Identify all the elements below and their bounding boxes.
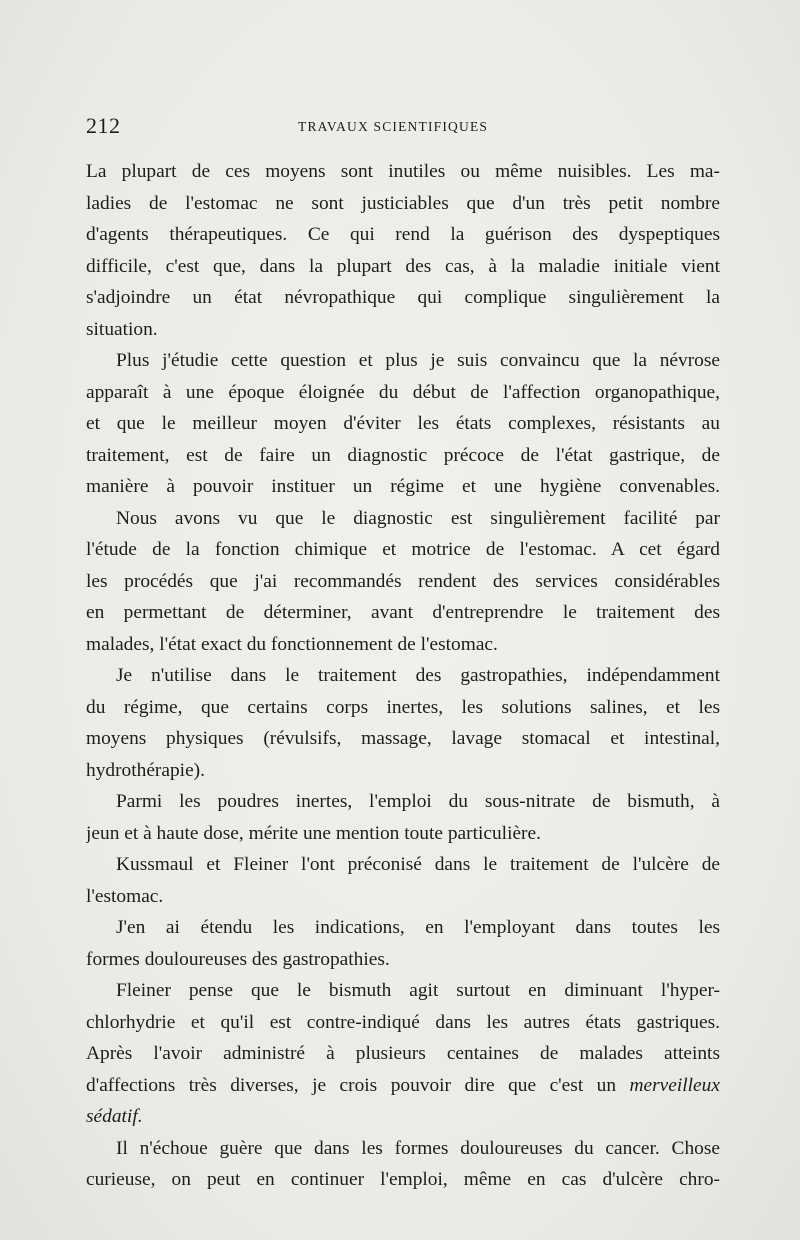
text-line: en permettant de déterminer, avant d'entreprendre le traitement des bbox=[86, 602, 720, 623]
page-number: 212 bbox=[86, 113, 121, 138]
text-line bbox=[86, 1070, 720, 1102]
text-line: La plupart de ces moyens sont inutiles ou même nuisibles. Les ma- bbox=[86, 161, 720, 182]
text-line: Fleiner pense que le bismuth agit surtout en diminuant l'hyper- bbox=[116, 980, 720, 1001]
text-line: apparaît à une époque éloignée du début de l'affection organopathique, bbox=[86, 381, 720, 403]
text-line: curieuse, on peut en continuer l'emploi, même en cas d'ulcère chro- bbox=[86, 1169, 720, 1190]
text-line: manière à pouvoir instituer un régime et une hygiène convenables. bbox=[86, 476, 720, 497]
text-line: chlorhydrie et qu'il est contre-indiqué dans les autres états gastriques. bbox=[86, 1011, 720, 1033]
text-line: Plus j'étudie cette question et plus je suis convaincu que la névrose bbox=[116, 350, 720, 371]
text-line: hydrothérapie). bbox=[86, 759, 205, 781]
text-line: l'étude de la fonction chimique et motrice de l'estomac. A cet égard bbox=[86, 539, 720, 560]
running-title: TRAVAUX SCIENTIFIQUES bbox=[298, 119, 489, 134]
text-line: malades, l'état exact du fonctionnement de l'estomac. bbox=[86, 633, 498, 655]
text-line: difficile, c'est que, dans la plupart des cas, à la maladie initiale vient bbox=[86, 255, 720, 277]
text-line: s'adjoindre un état névropathique qui complique singulièrement la bbox=[86, 287, 720, 308]
text-line: moyens physiques (révulsifs, massage, lavage stomacal et intestinal, bbox=[86, 728, 720, 749]
body-text bbox=[86, 156, 720, 1196]
italic-word: merveilleux bbox=[629, 1074, 720, 1096]
text-line: Après l'avoir administré à plusieurs centaines de malades atteints bbox=[86, 1043, 720, 1064]
text-segment: d'affections très diverses, je crois pouvoir dire que c'est un bbox=[86, 1074, 617, 1096]
text-line: Il n'échoue guère que dans les formes douloureuses du cancer. Chose bbox=[116, 1137, 720, 1159]
text-line: J'en ai étendu les indications, en l'employant dans toutes les bbox=[116, 917, 720, 938]
text-line: l'estomac. bbox=[86, 885, 164, 907]
text-line: Je n'utilise dans le traitement des gastropathies, indépendamment bbox=[116, 665, 720, 686]
text-line: formes douloureuses des gastropathies. bbox=[86, 948, 390, 970]
text-line: du régime, que certains corps inertes, les solutions salines, et les bbox=[86, 696, 720, 718]
text-line bbox=[86, 1101, 720, 1133]
text-line: ladies de l'estomac ne sont justiciables que d'un très petit nombre bbox=[86, 192, 720, 214]
text-line: et que le meilleur moyen d'éviter les états complexes, résistants au bbox=[86, 413, 720, 434]
text-line: d'agents thérapeutiques. Ce qui rend la guérison des dyspeptiques bbox=[86, 224, 720, 245]
text-line: les procédés que j'ai recommandés rendent des services considérables bbox=[86, 570, 720, 592]
text-line: traitement, est de faire un diagnostic précoce de l'état gastrique, de bbox=[86, 444, 720, 466]
text-line: jeun et à haute dose, mérite une mention toute particulière. bbox=[86, 822, 541, 844]
text-line: Parmi les poudres inertes, l'emploi du sous-nitrate de bismuth, à bbox=[116, 791, 720, 812]
running-head bbox=[86, 113, 720, 143]
italic-word: sédatif. bbox=[86, 1106, 143, 1127]
text-line: Nous avons vu que le diagnostic est singulièrement facilité par bbox=[116, 507, 720, 529]
text-line: Kussmaul et Fleiner l'ont préconisé dans le traitement de l'ulcère de bbox=[116, 854, 720, 875]
text-line: situation. bbox=[86, 318, 158, 340]
